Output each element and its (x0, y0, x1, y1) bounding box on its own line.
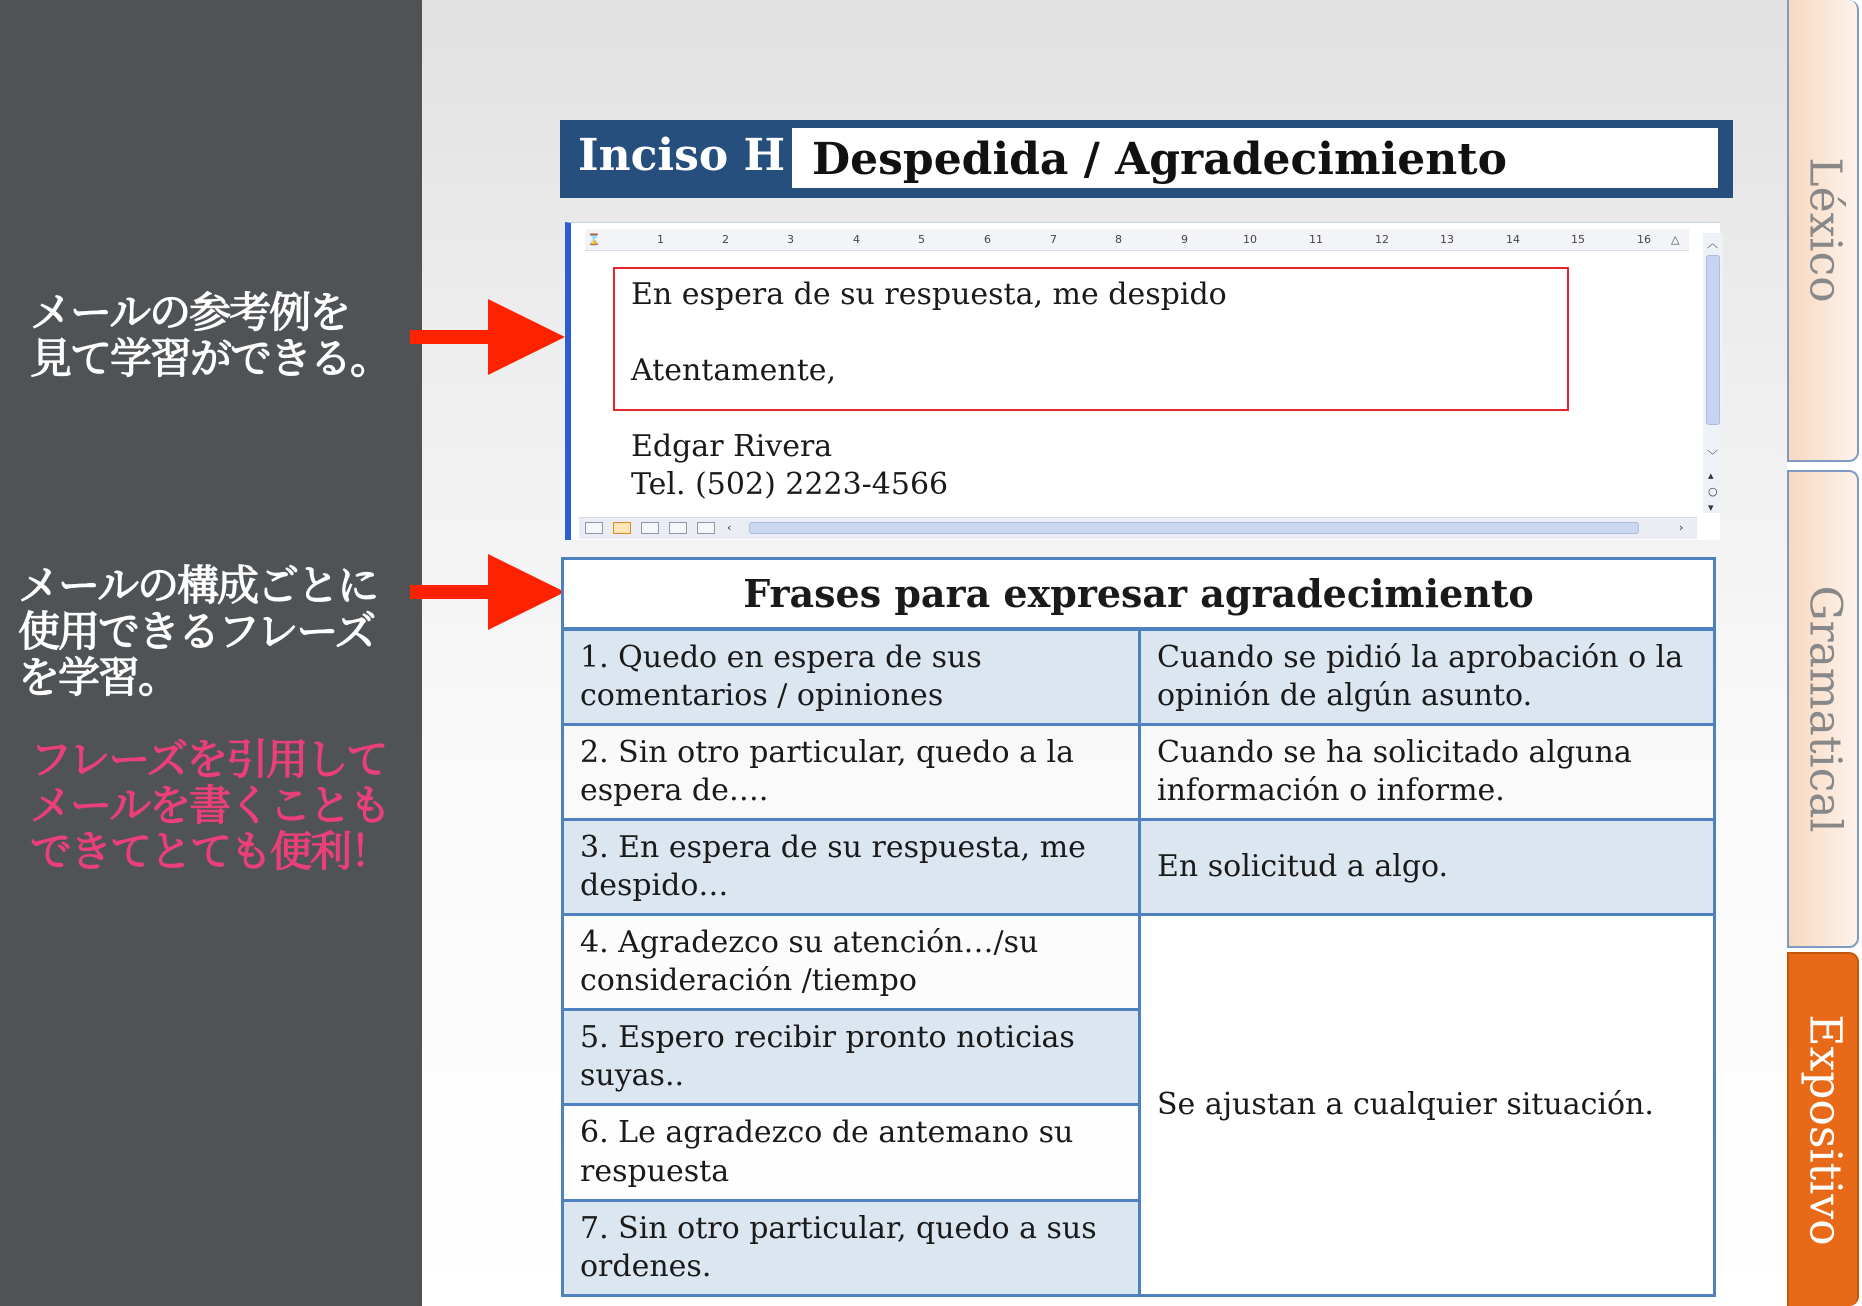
annotation-note-3-line-3: できてとても便利！ (30, 827, 391, 877)
ruler (585, 229, 1689, 251)
closing-line: En espera de su respuesta, me despido (631, 277, 1227, 312)
browse-object-icon[interactable]: ○ (1708, 485, 1718, 498)
ruler-mark: 16 (1637, 233, 1651, 246)
annotation-note-1 (30, 290, 390, 382)
section-title: Despedida / Agradecimiento (812, 134, 1507, 185)
section-title-box (792, 128, 1718, 188)
section-header (560, 120, 1733, 198)
table-row (563, 629, 1715, 725)
previous-page-icon[interactable]: ▴ (1708, 469, 1714, 482)
tab-expositivo-label: Expositivo (1799, 1014, 1851, 1246)
shared-usage-cell: Se ajustan a cualquier situación. (1140, 915, 1715, 1296)
document-preview (565, 222, 1720, 540)
ruler-mark: 3 (787, 233, 794, 246)
phrase-cell: 4. Agradezco su atención…/su consideración /tiempo (563, 915, 1140, 1010)
phrase-cell: 6. Le agradezco de antemano su respuesta (563, 1105, 1140, 1200)
annotation-note-1-line-2: 見て学習ができる。 (30, 334, 391, 384)
ruler-mark: 11 (1309, 233, 1323, 246)
reading-view-icon[interactable] (697, 522, 715, 534)
usage-cell: Cuando se ha solicitado alguna información o informe. (1140, 724, 1715, 819)
scroll-up-icon[interactable]: ︿ (1707, 237, 1718, 250)
normal-view-icon[interactable] (585, 522, 603, 534)
ruler-mark: 9 (1181, 233, 1188, 246)
horizontal-scrollbar[interactable] (579, 517, 1697, 539)
print-layout-icon[interactable] (613, 522, 631, 534)
scrollbar-thumb[interactable] (1706, 255, 1720, 425)
closing-salutation: Atentamente, (631, 353, 837, 388)
tab-gramatical[interactable] (1787, 470, 1859, 948)
phrase-cell: 2. Sin otro particular, quedo a la espera de…. (563, 724, 1140, 819)
scroll-right-icon[interactable]: › (1679, 521, 1684, 534)
section-label: Inciso H (578, 130, 786, 181)
tab-lexico[interactable] (1787, 0, 1859, 462)
scroll-left-icon[interactable]: ‹ (727, 521, 732, 534)
next-page-icon[interactable]: ▾ (1708, 501, 1714, 514)
horizontal-scrollbar-thumb[interactable] (749, 522, 1639, 534)
phrase-cell: 3. En espera de su respuesta, me despido… (563, 819, 1140, 914)
phrase-cell: 5. Espero recibir pronto noticias suyas.. (563, 1010, 1140, 1105)
ruler-mark: 1 (657, 233, 664, 246)
ruler-mark: 12 (1375, 233, 1389, 246)
scroll-down-icon[interactable]: ﹀ (1707, 449, 1718, 462)
annotation-note-2-line-1: メールの構成ごとに (18, 561, 378, 610)
tab-gramatical-label: Gramatical (1799, 585, 1851, 833)
tab-lexico-label: Léxico (1799, 157, 1851, 303)
phrase-cell: 1. Quedo en espera de sus comentarios / opiniones (563, 629, 1140, 725)
phrases-table (561, 557, 1716, 1297)
outline-view-icon[interactable] (669, 522, 687, 534)
ruler-mark: 10 (1243, 233, 1257, 246)
ruler-mark: 15 (1571, 233, 1585, 246)
annotation-note-3-line-1: フレーズを引用して (30, 735, 387, 784)
annotation-note-1-line-1: メールの参考例を (30, 288, 350, 337)
ruler-mark: 8 (1115, 233, 1122, 246)
ruler-mark: 7 (1050, 233, 1057, 246)
ruler-mark: 4 (853, 233, 860, 246)
ruler-mark: 13 (1440, 233, 1454, 246)
usage-cell: Cuando se pidió la aprobación o la opinión de algún asunto. (1140, 629, 1715, 725)
table-title: Frases para expresar agradecimiento (563, 559, 1715, 629)
usage-cell: En solicitud a algo. (1140, 819, 1715, 914)
ruler-mark: 6 (984, 233, 991, 246)
tab-stop-icon: ⌛ (587, 233, 601, 246)
annotation-note-2-line-3: を学習。 (18, 653, 179, 703)
signature-phone: Tel. (502) 2223-4566 (631, 467, 949, 502)
vertical-scrollbar[interactable] (1703, 233, 1723, 513)
annotation-panel (0, 0, 422, 1306)
ruler-mark: 5 (918, 233, 925, 246)
ruler-mark: 2 (722, 233, 729, 246)
indent-marker-icon: △ (1671, 233, 1680, 246)
web-layout-icon[interactable] (641, 522, 659, 534)
table-row (563, 819, 1715, 914)
ruler-mark: 14 (1506, 233, 1520, 246)
annotation-note-3 (30, 737, 390, 876)
annotation-note-2 (18, 563, 377, 702)
annotation-note-2-line-2: 使用できるフレーズ (18, 607, 375, 657)
annotation-note-3-line-2: メールを書くことも (30, 781, 390, 831)
table-row (563, 724, 1715, 819)
tab-expositivo[interactable] (1787, 952, 1859, 1306)
signature-name: Edgar Rivera (631, 429, 833, 464)
table-row (563, 915, 1715, 1010)
phrase-cell: 7. Sin otro particular, quedo a sus ordenes. (563, 1200, 1140, 1295)
